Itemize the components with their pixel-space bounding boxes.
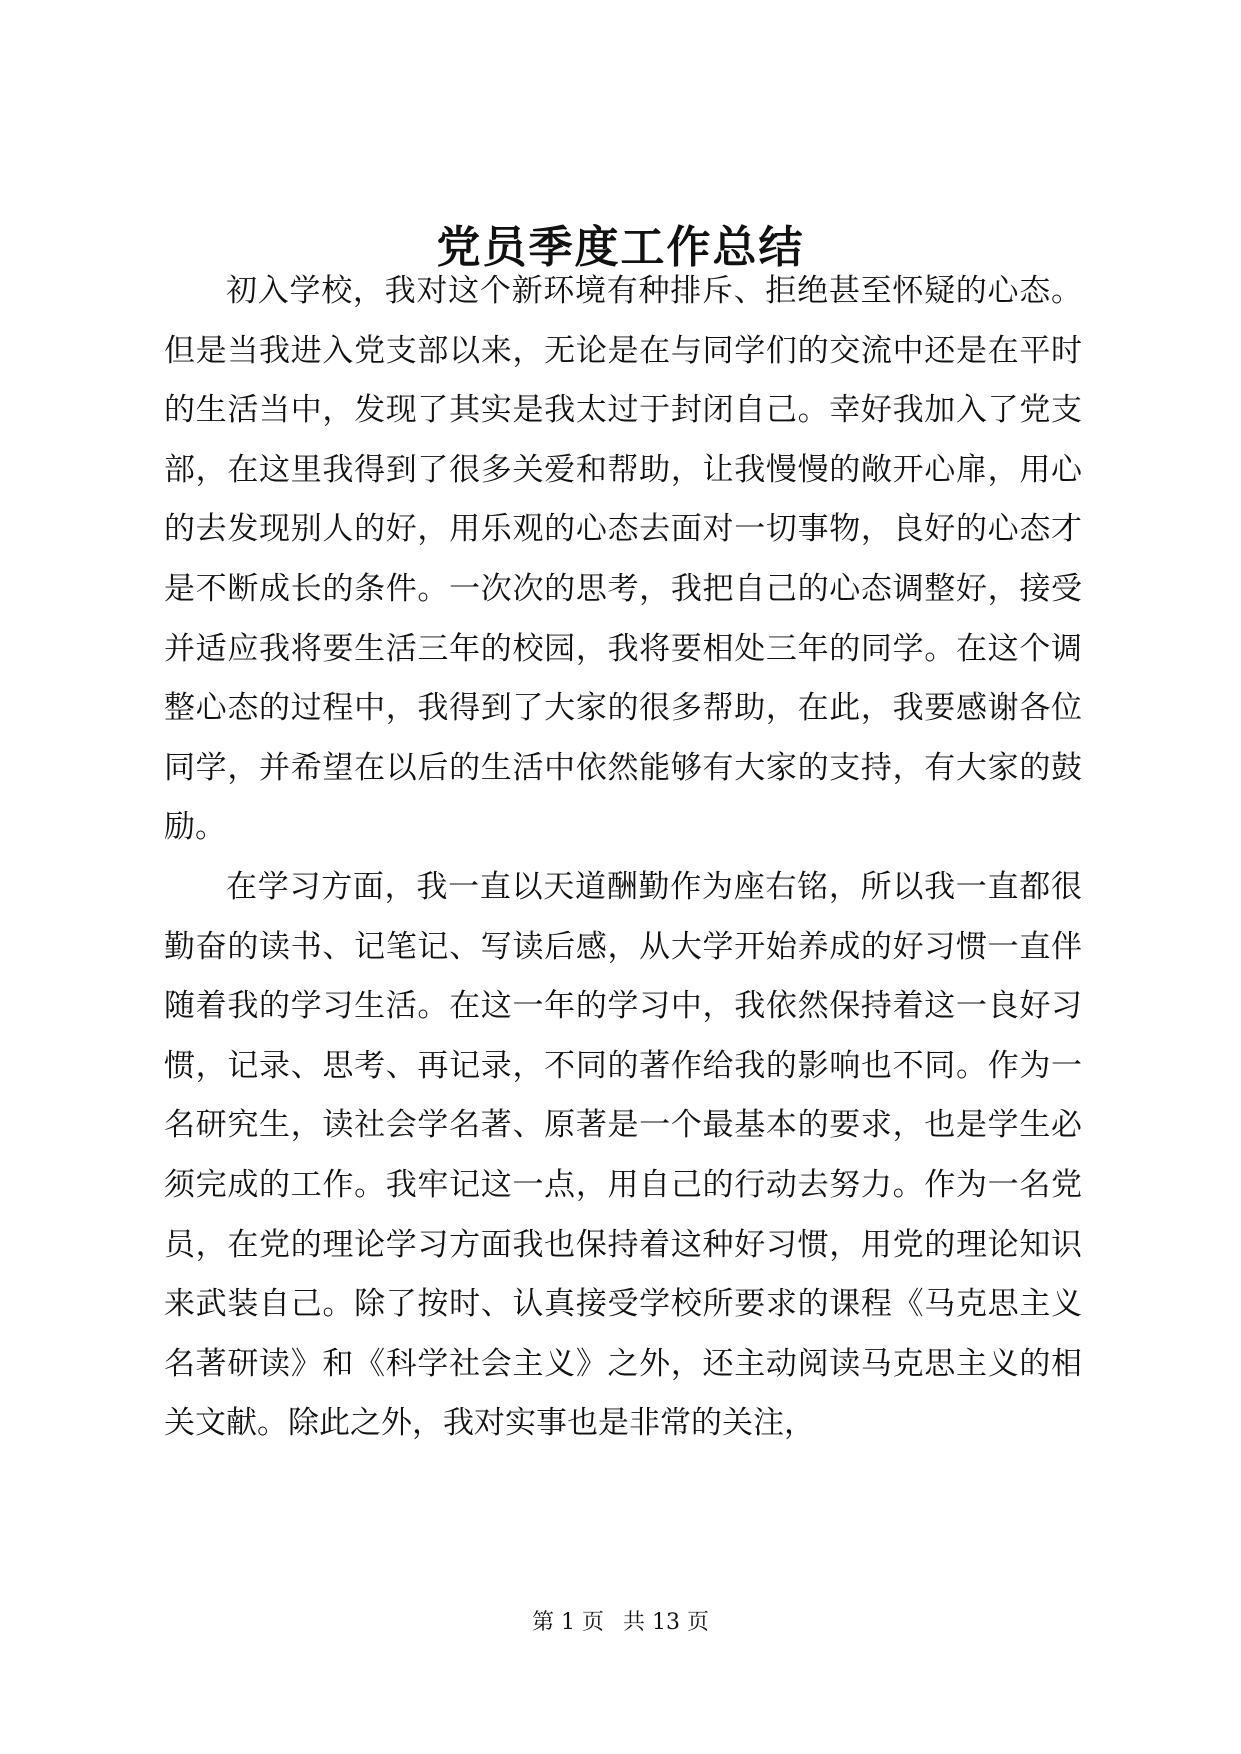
page-total: 共 13 页 [623,1610,709,1635]
paragraph-1: 初入学校，我对这个新环境有种排斥、拒绝甚至怀疑的心态。但是当我进入党支部以来，无论是在与同学们的交流中还是在平时的生活当中，发现了其实是我太过于封闭自己。幸好我加入了党支部，在这里我得到了很多关爱和帮助，让我慢慢的敞开心扉，用心的去发现别人的好，用乐观的心态去面对一切事物，良好的心态才是不断成长的条件。一次次的思考，我把自己的心态调整好，接受并适应我将要生活三年的校园，我将要相处三年的同学。在这个调整心态的过程中，我得到了大家的很多帮助，在此，我要感谢各位同学，并希望在以后的生活中依然能够有大家的支持，有大家的鼓励。 [164,273,1082,846]
paragraph-2: 在学习方面，我一直以天道酬勤作为座右铭，所以我一直都很勤奋的读书、记笔记、写读后感，从大学开始养成的好习惯一直伴随着我的学习生活。在这一年的学习中，我依然保持着这一良好习惯，记录、思考、再记录，不同的著作给我的影响也不同。作为一名研究生，读社会学名著、原著是一个最基本的要求，也是学生必须完成的工作。我牢记这一点，用自己的行动去努力。作为一名党员，在党的理论学习方面我也保持着这种好习惯，用党的理论知识来武装自己。除了按时、认真接受学校所要求的课程《马克思主义名著研读》和《科学社会主义》之外，还主动阅读马克思主义的相关文献。除此之外，我对实事也是非常的关注， [164,868,1082,1442]
page-number: 第 1 页 [532,1610,604,1635]
page-title: 党员季度工作总结 [436,222,805,273]
document-body [164,262,1082,1454]
page-footer [0,1608,1241,1638]
